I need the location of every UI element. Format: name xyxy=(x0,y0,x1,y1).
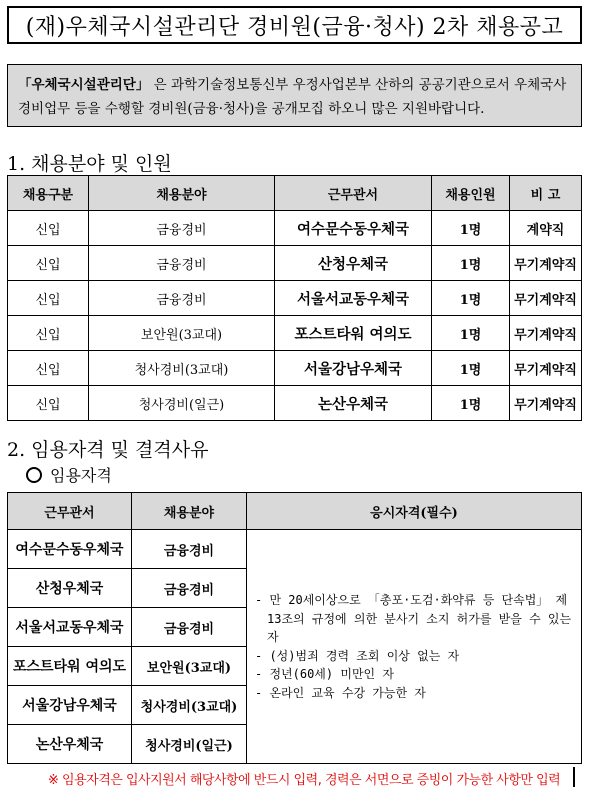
cell-count: 1명 xyxy=(432,211,510,246)
qualification-item: - 만 20세이상으로 「총포·도검·화약류 등 단속법」 제13조의 규정에 의한 분사기 소지 허가를 받을 수 있는 자 xyxy=(255,593,572,644)
cell-note: 무기계약직 xyxy=(510,351,582,386)
table-row xyxy=(8,281,582,316)
header-cell: 근무관서 xyxy=(275,176,432,211)
table-row xyxy=(8,386,582,421)
section2-heading: 2. 임용자격 및 결격사유 xyxy=(7,439,209,461)
header-cell: 채용분야 xyxy=(89,176,275,211)
table-row xyxy=(8,211,582,246)
cell-field: 청사경비(일근) xyxy=(132,725,247,764)
cell-type: 신입 xyxy=(8,246,89,281)
cell-note: 무기계약직 xyxy=(510,281,582,316)
cell-office: 논산우체국 xyxy=(8,725,132,764)
cell-field: 금융경비 xyxy=(89,211,275,246)
header-cell: 근무관서 xyxy=(8,493,132,530)
header-cell: 응시자격(필수) xyxy=(247,493,582,530)
cell-field: 금융경비 xyxy=(89,246,275,281)
cell-office: 여수문수동우체국 xyxy=(8,530,132,569)
cell-field: 청사경비(3교대) xyxy=(132,686,247,725)
cell-field: 금융경비 xyxy=(89,281,275,316)
subsection-label: 임용자격 xyxy=(50,466,112,485)
qualification-table xyxy=(7,492,582,764)
intro-text: 은 과학기술정보통신부 우정사업본부 산하의 공공기관으로서 우체국사 경비업무 등을 수행할 경비원(금융·청사)을 공개모집 하오니 많은 지원바랍니다. xyxy=(18,77,567,117)
cell-office: 서울강남우체국 xyxy=(8,686,132,725)
cell-office: 산청우체국 xyxy=(275,246,432,281)
cell-note: 무기계약직 xyxy=(510,246,582,281)
cell-type: 신입 xyxy=(8,211,89,246)
cell-type: 신입 xyxy=(8,316,89,351)
section1-heading: 1. 채용분야 및 인원 xyxy=(7,153,172,175)
cell-note: 무기계약직 xyxy=(510,316,582,351)
cell-field: 보안원(3교대) xyxy=(89,316,275,351)
table-row xyxy=(8,316,582,351)
cell-field: 금융경비 xyxy=(132,569,247,608)
cell-office: 산청우체국 xyxy=(8,569,132,608)
cell-field: 청사경비(일근) xyxy=(89,386,275,421)
header-cell: 채용인원 xyxy=(432,176,510,211)
footnote: ※ 임용자격은 입사지원서 해당사항에 반드시 입력, 경력은 서면으로 증빙이 가능한 사항만 입력 xyxy=(48,773,561,788)
cell-count: 1명 xyxy=(432,351,510,386)
cell-office: 서울서교동우체국 xyxy=(275,281,432,316)
cell-count: 1명 xyxy=(432,316,510,351)
cell-note: 계약직 xyxy=(510,211,582,246)
cell-type: 신입 xyxy=(8,386,89,421)
text-cursor xyxy=(573,767,575,787)
header-cell: 채용분야 xyxy=(132,493,247,530)
header-cell: 채용구분 xyxy=(8,176,89,211)
circle-bullet-icon xyxy=(26,467,42,483)
cell-office: 논산우체국 xyxy=(275,386,432,421)
cell-field: 금융경비 xyxy=(132,530,247,569)
cell-office: 여수문수동우체국 xyxy=(275,211,432,246)
subsection-qualification xyxy=(26,463,112,486)
cell-count: 1명 xyxy=(432,281,510,316)
qualification-item: - (성)범죄 경력 조회 이상 없는 자 xyxy=(255,648,460,663)
table-header-row xyxy=(8,176,582,211)
qualification-item: - 온라인 교육 수강 가능한 자 xyxy=(255,685,426,700)
cell-field: 청사경비(3교대) xyxy=(89,351,275,386)
cell-type: 신입 xyxy=(8,351,89,386)
cell-type: 신입 xyxy=(8,281,89,316)
table-header-row xyxy=(8,493,582,530)
cell-office: 포스트타워 여의도 xyxy=(8,647,132,686)
header-cell: 비 고 xyxy=(510,176,582,211)
recruit-table xyxy=(7,175,582,421)
table-row xyxy=(8,530,582,569)
cell-count: 1명 xyxy=(432,386,510,421)
table-row xyxy=(8,351,582,386)
cell-note: 무기계약직 xyxy=(510,386,582,421)
qualification-item: - 정년(60세) 미만인 자 xyxy=(255,667,394,681)
intro-org: 「우체국시설관리단」 xyxy=(18,77,150,93)
cell-office: 서울서교동우체국 xyxy=(8,608,132,647)
cell-field: 금융경비 xyxy=(132,608,247,647)
page-title: (재)우체국시설관리단 경비원(금융·청사) 2차 채용공고 xyxy=(7,6,582,44)
table-row xyxy=(8,246,582,281)
cell-office: 포스트타워 여의도 xyxy=(275,316,432,351)
intro-box xyxy=(7,64,582,127)
qualification-cell xyxy=(247,530,582,764)
cell-field: 보안원(3교대) xyxy=(132,647,247,686)
cell-office: 서울강남우체국 xyxy=(275,351,432,386)
cell-count: 1명 xyxy=(432,246,510,281)
